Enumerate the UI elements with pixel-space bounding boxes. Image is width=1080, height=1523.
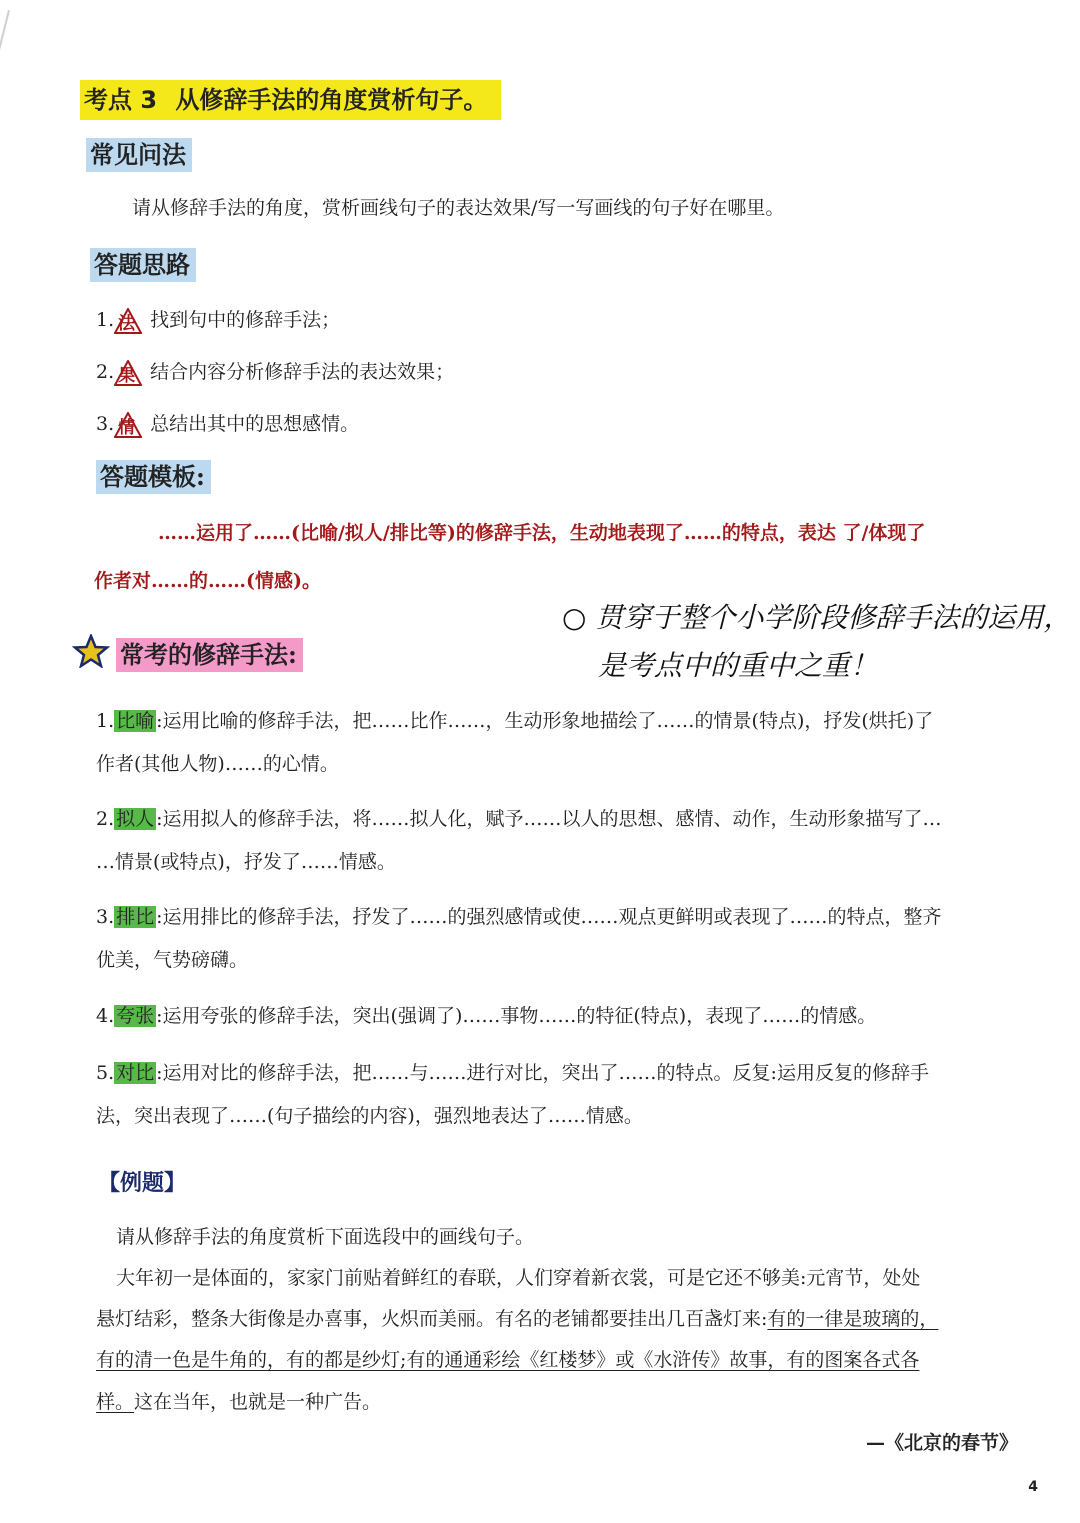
- handwritten-note-line-2: 是考点中的重中之重！: [598, 649, 879, 682]
- step-icon-label: 法: [118, 314, 136, 334]
- rhetoric-item-continuation: 作者(其他人物)……的心情。: [96, 753, 339, 775]
- approach-step: [96, 409, 359, 438]
- triangle-icon: [114, 308, 142, 334]
- underlined-sentence: 有的一律是玻璃的，: [767, 1308, 939, 1330]
- rhetoric-item-line: [96, 1058, 929, 1085]
- approach-step: [96, 357, 454, 386]
- item-text: :运用拟人的修辞手法，将……拟人化，赋予……以人的思想、感情、动作，生动形象描写了…: [156, 808, 942, 830]
- rhetoric-title: 常考的修辞手法:: [116, 638, 303, 672]
- example-paragraph-line: [96, 1304, 938, 1331]
- template-title: 答题模板:: [96, 460, 211, 494]
- rhetoric-item-line: [96, 706, 933, 733]
- rhetoric-item-line: [96, 1001, 876, 1028]
- kaodian-label: 考点 3: [84, 86, 158, 114]
- template-line-2: 作者对……的……(情感)。: [94, 570, 321, 592]
- approach-title: 答题思路: [90, 248, 196, 282]
- rhetoric-item-continuation: 优美，气势磅礴。: [96, 949, 249, 971]
- item-number: 2.: [96, 808, 115, 830]
- kaodian-title: 从修辞手法的角度赏析句子。: [175, 85, 488, 114]
- example-source: —《北京的春节》: [866, 1432, 1019, 1454]
- common-questions-title: 常见问法: [86, 138, 192, 172]
- page-number: 4: [1028, 1479, 1038, 1495]
- kaodian-heading: [80, 80, 501, 120]
- example-text: 悬灯结彩，整条大街像是办喜事，火炽而美丽。有名的老铺都要挂出几百盏灯来:: [96, 1308, 768, 1330]
- step-icon-label: 情: [118, 418, 136, 438]
- rhetoric-item-line: [96, 804, 942, 831]
- item-number: 3.: [96, 906, 115, 928]
- rhetoric-item-continuation: …情景(或特点)，抒发了……情感。: [96, 851, 396, 873]
- step-text: 总结出其中的思想感情。: [150, 413, 360, 435]
- underlined-sentence: 有的清一色是牛角的，有的都是纱灯;有的通通彩绘《红楼梦》或《水浒传》故事，有的图案各式各: [96, 1349, 920, 1371]
- rhetoric-name: 拟人: [116, 808, 155, 830]
- example-text: 这在当年，也就是一种广告。: [134, 1391, 382, 1413]
- triangle-icon: [114, 360, 142, 386]
- item-number: 5.: [96, 1062, 115, 1084]
- template-line-1: ……运用了……(比喻/拟人/排比等)的修辞手法，生动地表现了……的特点，表达 了/体现了: [158, 522, 926, 544]
- example-prompt: 请从修辞手法的角度赏析下面选段中的画线句子。: [116, 1226, 535, 1248]
- example-paragraph-line: 大年初一是体面的，家家门前贴着鲜红的春联，人们穿着新衣裳，可是它还不够美:元宵节，处处: [116, 1267, 921, 1289]
- common-questions-text: 请从修辞手法的角度，赏析画线句子的表达效果/写一写画线的句子好在哪里。: [132, 197, 785, 219]
- rhetoric-item-line: [96, 902, 942, 929]
- item-number: 1.: [96, 710, 115, 732]
- example-paragraph-line: [96, 1387, 381, 1414]
- star-icon: [72, 634, 110, 672]
- step-text: 找到句中的修辞手法；: [150, 309, 341, 331]
- rhetoric-name: 对比: [116, 1062, 155, 1084]
- rhetoric-name: 夸张: [116, 1005, 155, 1027]
- example-title: 【例题】: [98, 1170, 187, 1196]
- triangle-icon: [114, 412, 142, 438]
- step-number: 2.: [96, 361, 115, 383]
- step-text: 结合内容分析修辞手法的表达效果；: [150, 361, 455, 383]
- approach-step: [96, 305, 340, 334]
- rhetoric-name: 排比: [116, 906, 155, 928]
- item-number: 4.: [96, 1005, 115, 1027]
- rhetoric-item-continuation: 法，突出表现了……(句子描绘的内容)，强烈地表达了……情感。: [96, 1105, 643, 1127]
- step-number: 3.: [96, 413, 115, 435]
- underlined-sentence: 样。: [96, 1391, 135, 1413]
- item-text: :运用比喻的修辞手法，把……比作……，生动形象地描绘了……的情景(特点)，抒发(烘托)了: [156, 710, 934, 732]
- step-number: 1.: [96, 309, 115, 331]
- rhetoric-name: 比喻: [116, 710, 155, 732]
- item-text: :运用对比的修辞手法，把……与……进行对比，突出了……的特点。反复:运用反复的修辞手: [156, 1062, 929, 1084]
- item-text: :运用夸张的修辞手法，突出(强调了)……事物……的特征(特点)，表现了……的情感。: [156, 1005, 877, 1027]
- step-icon-label: 果: [118, 366, 136, 386]
- item-text: :运用排比的修辞手法，抒发了……的强烈感情或使……观点更鲜明或表现了……的特点，整齐: [156, 906, 942, 928]
- margin-line: [0, 10, 10, 224]
- handwritten-note-line-1: ○ 贯穿于整个小学阶段修辞手法的运用，: [562, 601, 1072, 634]
